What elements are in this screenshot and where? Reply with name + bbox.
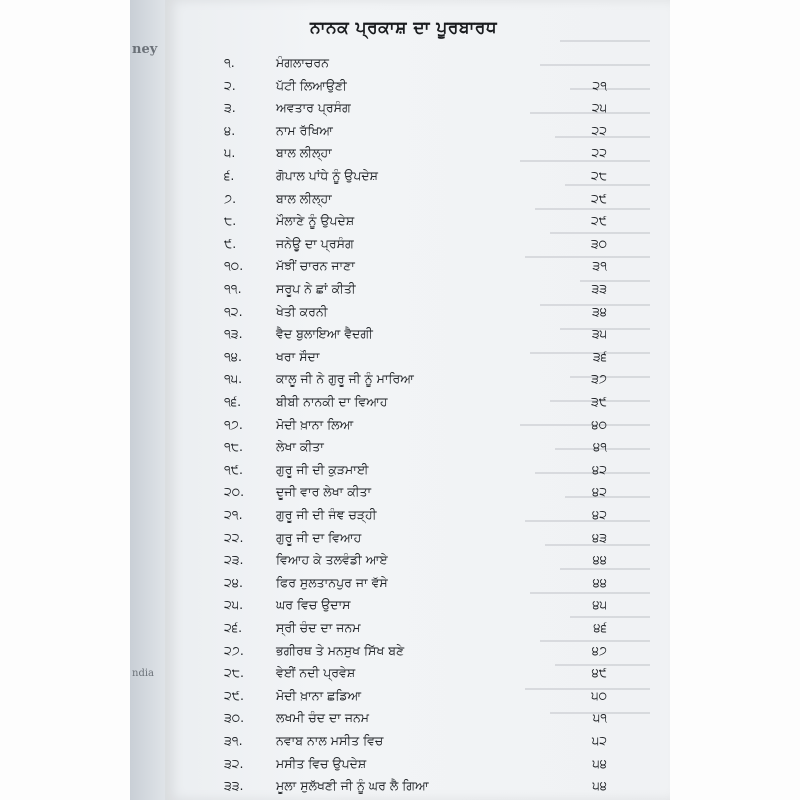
toc-number: ੧੭. <box>224 416 243 432</box>
toc-page-number: ੪੭ <box>591 642 607 658</box>
toc-page-number: ੨੯ <box>591 190 607 206</box>
toc-title: ਨਾਮ ਰੱਖਿਆ <box>276 122 333 138</box>
toc-page-number: ੩੩ <box>591 281 607 296</box>
toc-title: ਘਰ ਵਿਚ ਉਦਾਸ <box>276 597 351 613</box>
toc-page-number: ੫੪ <box>592 778 607 794</box>
toc-number: ੨੪. <box>224 574 243 590</box>
toc-page-number: ੨੫ <box>591 100 607 116</box>
toc-number: ੨੨. <box>224 529 244 545</box>
toc-number: ੧੬. <box>224 394 242 409</box>
toc-row <box>224 100 607 122</box>
page-title: ਨਾਨਕ ਪ੍ਰਕਾਸ਼ ਦਾ ਪੂਰਬਾਰਧ <box>310 18 498 38</box>
toc-title: ਖਰਾ ਸੌਦਾ <box>276 348 320 364</box>
toc-number: ੫. <box>224 145 236 161</box>
toc-row <box>224 755 607 778</box>
toc-number: ੧੩. <box>224 326 243 342</box>
toc-page-number: ੩੪ <box>592 303 607 319</box>
toc-number: ੧੮. <box>224 439 244 455</box>
toc-title: ਮੱਝੀਂ ਚਾਰਨ ਜਾਣਾ <box>276 258 355 274</box>
toc-title: ਮਸੀਤ ਵਿਚ ਉਪਦੇਸ਼ <box>276 755 367 771</box>
toc-page-number: ੪੨ <box>592 507 607 522</box>
toc-page-number: ੩੧ <box>592 258 607 274</box>
toc-title: ਪੱਟੀ ਲਿਆਉਣੀ <box>276 77 347 93</box>
toc-title: ਅਵਤਾਰ ਪ੍ਰਸੰਗ <box>276 100 351 116</box>
toc-row <box>224 507 607 529</box>
toc-number: ੯. <box>224 235 237 251</box>
toc-row <box>224 597 607 619</box>
toc-number: ੧੦. <box>224 258 244 274</box>
toc-row <box>224 77 607 100</box>
toc-title: ਮੋਦੀ ਖ਼ਾਨਾ ਛਡਿਆ <box>276 687 362 703</box>
toc-row <box>224 371 607 393</box>
toc-row <box>224 303 607 326</box>
toc-number: ੪. <box>224 122 236 138</box>
toc-page-number: ੫੨ <box>591 733 607 748</box>
toc-row <box>224 416 607 439</box>
toc-title: ਕਾਲੂ ਜੀ ਨੇ ਗੁਰੂ ਜੀ ਨੂੰ ਮਾਰਿਆ <box>276 371 414 387</box>
toc-page-number: ੨੨ <box>591 145 607 161</box>
toc-title: ਗੁਰੂ ਜੀ ਦੀ ਕੁੜਮਾਈ <box>276 461 369 477</box>
toc-row <box>224 552 607 574</box>
toc-number: ੨੭. <box>224 642 244 658</box>
toc-row <box>224 620 607 642</box>
toc-page-number: ੪੩ <box>592 529 607 545</box>
toc-row <box>224 190 607 213</box>
toc-number: ੩੧. <box>224 733 243 748</box>
toc-number: ੭. <box>224 190 237 206</box>
toc-number: ੬. <box>224 168 235 183</box>
toc-number: ੨੮. <box>224 665 245 681</box>
toc-row <box>224 281 607 303</box>
toc-row <box>224 55 604 77</box>
toc-page-number: ੩੭ <box>591 371 607 387</box>
toc-number: ੧੫. <box>224 371 243 387</box>
toc-page-number: ੪੯ <box>591 665 607 681</box>
toc-title: ਬਾਲ ਲੀਲ੍ਹਾ <box>276 145 332 161</box>
toc-title: ਵਿਆਹ ਕੇ ਤਲਵੰਡੀ ਆਏ <box>276 552 388 568</box>
toc-row <box>224 687 607 710</box>
toc-row <box>224 710 607 732</box>
toc-row <box>224 326 607 348</box>
toc-number: ੨. <box>224 77 236 93</box>
toc-page-number: ੪੬ <box>593 620 607 635</box>
toc-title: ਗੋਪਾਲ ਪਾਂਧੇ ਨੂੰ ਉਪਦੇਸ਼ <box>276 168 379 183</box>
toc-number: ੧੨. <box>224 303 243 319</box>
toc-title: ਗੁਰੂ ਜੀ ਦਾ ਵਿਆਹ <box>276 529 362 545</box>
toc-number: ੮. <box>224 213 237 229</box>
toc-row <box>224 235 607 258</box>
toc-page-number: ੪੫ <box>592 597 607 613</box>
toc-title: ਸ੍ਰੀ ਚੰਦ ਦਾ ਜਨਮ <box>276 620 361 635</box>
toc-page-number: ੩੦ <box>590 235 607 251</box>
toc-page-number: ੪੪ <box>592 574 607 590</box>
toc-number: ੧. <box>224 55 235 70</box>
toc-page-number: ੩੫ <box>591 326 607 342</box>
toc-row <box>224 665 607 687</box>
toc-title: ਮੌਲਾਣੇ ਨੂੰ ਉਪਦੇਸ਼ <box>276 213 355 229</box>
toc-number: ੨੬. <box>224 620 243 635</box>
toc-row <box>224 461 607 484</box>
toc-row <box>224 642 607 665</box>
toc-row <box>224 733 607 755</box>
toc-title: ਮੋਦੀ ਖ਼ਾਨਾ ਲਿਆ <box>276 416 354 432</box>
toc-title: ਜਨੇਊ ਦਾ ਪ੍ਰਸੰਗ <box>276 235 354 251</box>
toc-page-number: ੩੯ <box>591 394 607 409</box>
toc-row <box>224 394 607 416</box>
toc-page-number: ੫੪ <box>592 755 607 771</box>
previous-page-fragment-bottom: ndia <box>132 668 155 679</box>
toc-row <box>224 348 607 371</box>
toc-number: ੨੯. <box>224 687 244 703</box>
toc-page-number: ੫੦ <box>591 687 607 703</box>
toc-page-number: ੪੨ <box>592 484 607 500</box>
toc-number: ੧੧. <box>224 281 242 296</box>
toc-title: ਮੂਲਾ ਸੁਲੱਖਣੀ ਜੀ ਨੂੰ ਘਰ ਲੈ ਗਿਆ <box>276 778 429 794</box>
toc-title: ਮੰਗਲਾਚਰਨ <box>276 55 329 70</box>
toc-title: ਫਿਰ ਸੁਲਤਾਨਪੁਰ ਜਾ ਵੱਸੇ <box>276 574 388 590</box>
toc-number: ੨੫. <box>224 597 244 613</box>
toc-page-number: ੩੬ <box>592 348 607 364</box>
toc-row <box>224 574 607 597</box>
toc-row <box>224 529 607 552</box>
toc-page-number: ੨੧ <box>592 77 607 93</box>
toc-title: ਸਰੂਪ ਨੇ ਛਾਂ ਕੀਤੀ <box>276 281 356 296</box>
toc-title: ਗੁਰੂ ਜੀ ਦੀ ਜੰਞ ਚੜ੍ਹੀ <box>276 507 377 522</box>
toc-number: ੩੦. <box>224 710 245 726</box>
toc-number: ੧੪. <box>224 348 242 364</box>
toc-row <box>224 168 607 190</box>
toc-page-number: ੨੨ <box>591 122 607 138</box>
toc-number: ੩੨. <box>224 755 244 771</box>
toc-title: ਬਾਲ ਲੀਲ੍ਹਾ <box>276 190 332 206</box>
toc-title: ਵੇਈਂ ਨਦੀ ਪ੍ਰਵੇਸ਼ <box>276 665 356 681</box>
toc-page-number: ੪੨ <box>592 461 607 477</box>
toc-row <box>224 258 607 280</box>
toc-page-number: ੪੦ <box>591 416 607 432</box>
previous-page-edge <box>130 0 170 800</box>
toc-number: ੨੧. <box>224 507 243 522</box>
toc-title: ਲੇਖਾ ਕੀਤਾ <box>276 439 324 455</box>
toc-number: ੩੩. <box>224 778 244 794</box>
toc-title: ਬੀਬੀ ਨਾਨਕੀ ਦਾ ਵਿਆਹ <box>276 394 388 409</box>
previous-page-fragment-top: ney <box>132 42 158 57</box>
toc-page-number: ੪੪ <box>592 552 607 568</box>
toc-row <box>224 439 607 461</box>
toc-title: ਦੂਜੀ ਵਾਰ ਲੇਖਾ ਕੀਤਾ <box>276 484 372 500</box>
toc-title: ਭਗੀਰਥ ਤੇ ਮਨਸੁਖ ਸਿੱਖ ਬਣੇ <box>276 642 405 658</box>
toc-title: ਨਵਾਬ ਨਾਲ ਮਸੀਤ ਵਿਚ <box>276 733 384 748</box>
toc-title: ਵੈਦ ਬੁਲਾਇਆ ਵੈਦਗੀ <box>276 326 373 342</box>
toc-number: ੩. <box>224 100 236 116</box>
toc-row <box>224 778 607 800</box>
toc-number: ੨੩. <box>224 552 244 568</box>
toc-number: ੧੯. <box>224 461 243 477</box>
toc-number: ੨੦. <box>224 484 245 500</box>
toc-title: ਲਖਮੀ ਚੰਦ ਦਾ ਜਨਮ <box>276 710 370 726</box>
toc-row <box>224 145 607 167</box>
toc-page-number: ੫੧ <box>592 710 607 726</box>
toc-page-number: ੨੯ <box>591 213 607 229</box>
toc-page-number: ੪੧ <box>593 439 607 455</box>
toc-row <box>224 213 607 235</box>
toc-row <box>224 484 607 506</box>
toc-title: ਖੇਤੀ ਕਰਨੀ <box>276 303 328 319</box>
toc-row <box>224 122 607 145</box>
toc-page-number: ੨੮ <box>590 168 607 183</box>
